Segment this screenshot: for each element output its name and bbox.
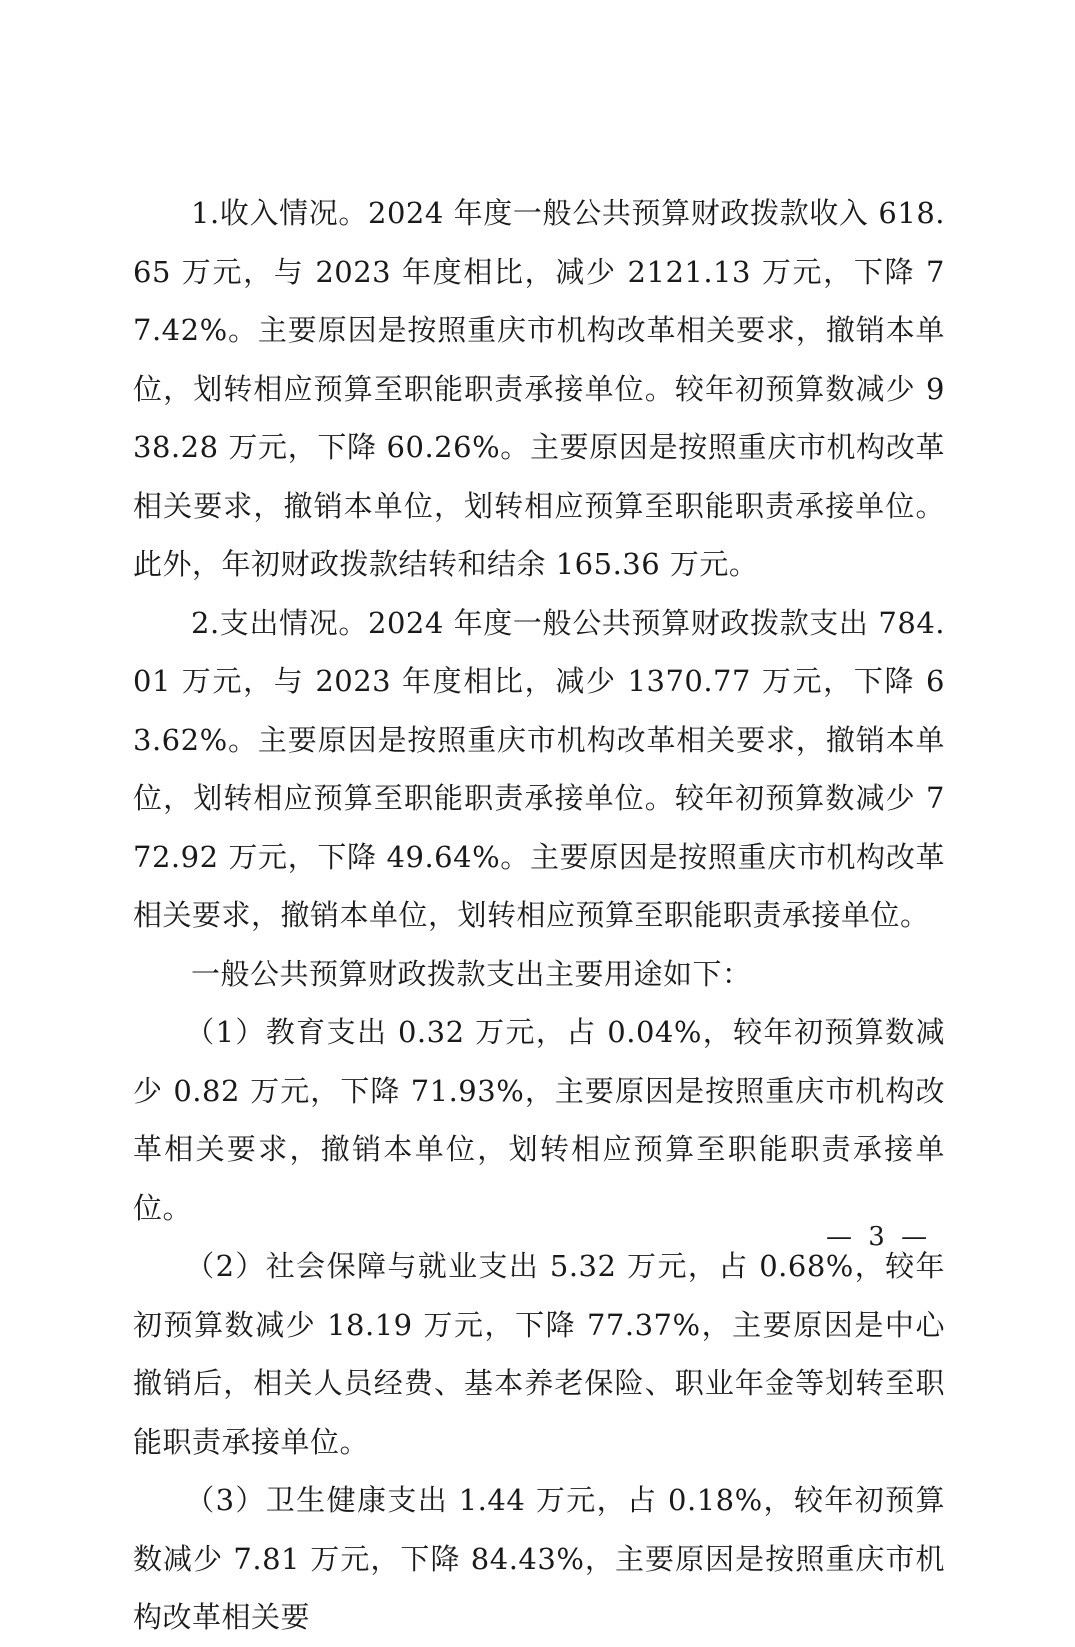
paragraph-social-security: （2）社会保障与就业支出 5.32 万元，占 0.68%，较年初预算数减少 18.19 万元，下降 77.37%，主要原因是中心撤销后，相关人员经费、基本养老保险、职业年金等划转至职能职责承接单位。 [133, 1249, 945, 1459]
paragraph-usage-intro: 一般公共预算财政拨款支出主要用途如下： [191, 956, 752, 991]
page-number: — 3 — [826, 1222, 932, 1252]
paragraph-education: （1）教育支出 0.32 万元，占 0.04%，较年初预算数减少 0.82 万元，下降 71.93%，主要原因是按照重庆市机构改革相关要求，撤销本单位，划转相应预算至职能职责承接单位。 [133, 1015, 945, 1225]
paragraph-expenditure: 2.支出情况。2024 年度一般公共预算财政拨款支出 784.01 万元，与 2023 年度相比，减少 1370.77 万元，下降 63.62%。主要原因是按照重庆市机构改革相关要求，撤销本单位，划转相应预算至职能职责承接单位。较年初预算数减少 772.92 万元，下降 49.64%。主要原因是按照重庆市机构改革相关要求，撤销本单位，划转相应预算至职能职责承接单位。 [133, 605, 945, 932]
document-body [133, 184, 945, 1647]
paragraph-health: （3）卫生健康支出 1.44 万元，占 0.18%，较年初预算数减少 7.81 万元，下降 84.43%，主要原因是按照重庆市机构改革相关要 [133, 1483, 945, 1634]
paragraph-income: 1.收入情况。2024 年度一般公共预算财政拨款收入 618.65 万元，与 2023 年度相比，减少 2121.13 万元，下降 77.42%。主要原因是按照重庆市机构改革相关要求，撤销本单位，划转相应预算至职能职责承接单位。较年初预算数减少 938.28 万元，下降 60.26%。主要原因是按照重庆市机构改革相关要求，撤销本单位，划转相应预算至职能职责承接单位。此外，年初财政拨款结转和结余 165.36 万元。 [133, 196, 945, 581]
